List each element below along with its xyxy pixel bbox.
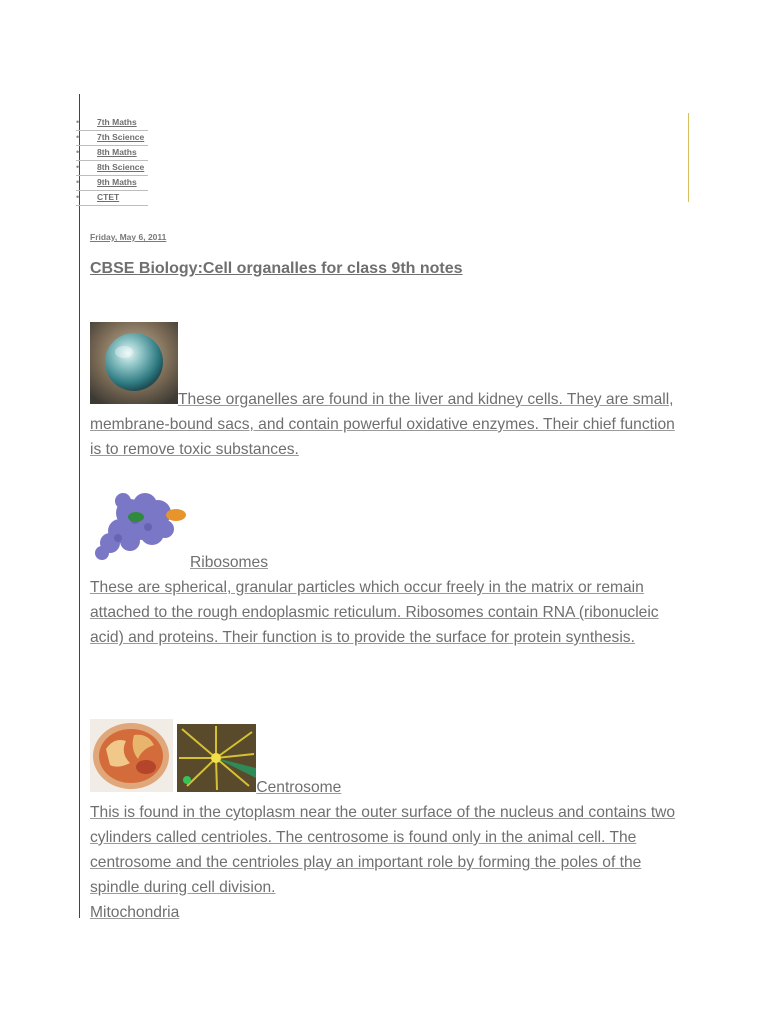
nav-link-7th-maths[interactable]: 7th Maths [97, 117, 137, 127]
mitochondria-heading[interactable]: Mitochondria [90, 904, 180, 921]
nav-item [76, 176, 148, 191]
nav-link-8th-science[interactable]: 8th Science [97, 162, 145, 172]
bullet-icon: • [76, 147, 80, 157]
bullet-icon: • [76, 177, 80, 187]
nav-link-ctet[interactable]: CTET [97, 192, 120, 202]
nav-item [76, 146, 148, 161]
centrosome-heading[interactable]: Centrosome [256, 779, 342, 796]
post-title[interactable]: CBSE Biology:Cell organalles for class 9th notes [90, 260, 463, 277]
right-border-rule [688, 113, 689, 202]
peroxisome-image [90, 322, 178, 404]
cell-cutaway-image [90, 719, 173, 792]
nav-item [76, 131, 148, 146]
nav-item [76, 191, 148, 206]
nav-link-8th-maths[interactable]: 8th Maths [97, 147, 137, 157]
peroxisome-section [90, 322, 680, 462]
centrosome-section [90, 719, 680, 925]
nav-item [76, 161, 148, 176]
nav-link-7th-science[interactable]: 7th Science [97, 132, 145, 142]
centrosome-image [177, 724, 256, 792]
bullet-icon: • [76, 132, 80, 142]
peroxisome-text[interactable]: These organelles are found in the liver and kidney cells. They are small, membrane-bound sacs, and contain powerful oxidative enzymes. Their chief function is to remove toxic substances. [90, 391, 675, 458]
bullet-icon: • [76, 162, 80, 172]
nav-link-9th-maths[interactable]: 9th Maths [97, 177, 137, 187]
ribosomes-text[interactable]: These are spherical, granular particles which occur freely in the matrix or remain attached to the rough endoplasmic reticulum. Ribosomes contain RNA (ribonucleic acid) and proteins. Their function is to provide the surface for protein synthesis. [90, 579, 659, 646]
ribosomes-section [90, 483, 680, 650]
nav-list [76, 116, 148, 206]
bullet-icon: • [76, 117, 80, 127]
bullet-icon: • [76, 192, 80, 202]
post-date: Friday, May 6, 2011 [90, 232, 167, 242]
centrosome-text[interactable]: This is found in the cytoplasm near the outer surface of the nucleus and contains two cylinders called centrioles. The centrosome is found only in the animal cell. The centrosome and the centrioles play an important role by forming the poles of the spindle during cell division. [90, 804, 676, 896]
left-border-rule [79, 94, 80, 918]
nav-item [76, 116, 148, 131]
ribosomes-heading[interactable]: Ribosomes [190, 554, 268, 571]
ribosome-image [90, 483, 190, 567]
